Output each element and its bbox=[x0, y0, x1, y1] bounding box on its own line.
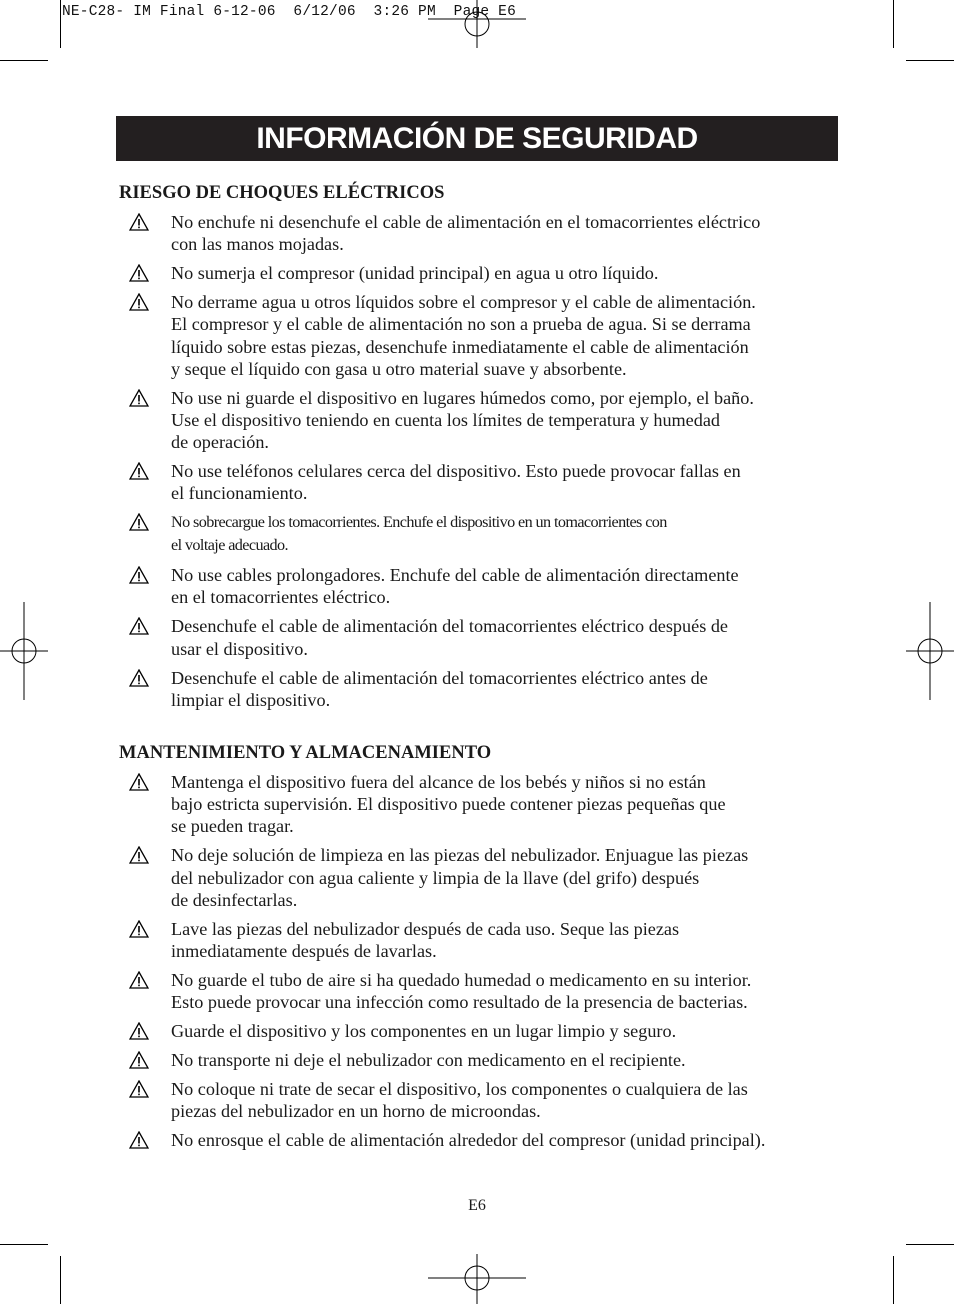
crop-mark bbox=[60, 0, 61, 48]
list-item bbox=[119, 460, 839, 504]
print-slug: NE-C28- IM Final 6-12-06 6/12/06 3:26 PM Page E6 bbox=[62, 4, 516, 20]
crop-mark bbox=[893, 0, 894, 48]
warning-triangle-icon bbox=[129, 1051, 149, 1069]
list-item bbox=[119, 1049, 839, 1071]
list-item bbox=[119, 918, 839, 962]
item-text: No use cables prolongadores. Enchufe del cable de alimentación directamente en el tomacorrientes eléctrico. bbox=[171, 565, 739, 608]
warning-triangle-icon bbox=[129, 971, 149, 989]
item-text: No sobrecargue los tomacorrientes. Enchufe el dispositivo en un tomacorrientes con el voltaje adecuado. bbox=[171, 513, 667, 555]
item-text: No sumerja el compresor (unidad principal) en agua u otro líquido. bbox=[171, 263, 659, 284]
page-number: E6 bbox=[468, 1197, 486, 1214]
warning-triangle-icon bbox=[129, 389, 149, 407]
list-item bbox=[119, 771, 839, 838]
crop-mark bbox=[0, 60, 48, 61]
registration-mark-left bbox=[0, 602, 50, 700]
registration-mark-right bbox=[904, 602, 954, 700]
crop-mark bbox=[893, 1256, 894, 1304]
warning-triangle-icon bbox=[129, 513, 149, 531]
warning-triangle-icon bbox=[129, 773, 149, 791]
item-text: No guarde el tubo de aire si ha quedado humedad o medicamento en su interior. Esto puede provocar una infección como resultado de la presencia de bacterias. bbox=[171, 970, 752, 1013]
page-title-banner bbox=[116, 116, 838, 161]
list-item bbox=[119, 667, 839, 711]
list-item bbox=[119, 1129, 839, 1151]
warning-triangle-icon bbox=[129, 920, 149, 938]
crop-mark bbox=[0, 1244, 48, 1245]
list-item bbox=[119, 969, 839, 1013]
list-item bbox=[119, 1020, 839, 1042]
warning-triangle-icon bbox=[129, 566, 149, 584]
registration-mark-top bbox=[428, 0, 526, 50]
section-heading: MANTENIMIENTO Y ALMACENAMIENTO bbox=[119, 743, 492, 763]
registration-mark-bottom bbox=[428, 1254, 526, 1304]
warning-triangle-icon bbox=[129, 213, 149, 231]
item-text: Guarde el dispositivo y los componentes en un lugar limpio y seguro. bbox=[171, 1021, 677, 1042]
item-text: Desenchufe el cable de alimentación del tomacorrientes eléctrico después de usar el dispositivo. bbox=[171, 616, 728, 659]
list-item bbox=[119, 387, 839, 454]
section-maintenance-storage bbox=[119, 741, 839, 1158]
list-item bbox=[119, 844, 839, 911]
item-text: No enchufe ni desenchufe el cable de alimentación en el tomacorrientes eléctrico con las manos mojadas. bbox=[171, 212, 761, 255]
warning-triangle-icon bbox=[129, 669, 149, 687]
item-text: Mantenga el dispositivo fuera del alcance de los bebés y niños si no están bajo estricta supervisión. El dispositivo puede contener piezas pequeñas que se pueden tragar. bbox=[171, 772, 726, 837]
list-item bbox=[119, 615, 839, 659]
list-item bbox=[119, 1078, 839, 1122]
crop-mark bbox=[906, 60, 954, 61]
warning-triangle-icon bbox=[129, 293, 149, 311]
item-text: No derrame agua u otros líquidos sobre el compresor y el cable de alimentación. El compresor y el cable de alimentación no son a prueba de agua. Si se derrama líquido sobre estas piezas, desenchufe inmediatamente el cable de alimentación y seque el líquido con gasa u otro material suave y absorbente. bbox=[171, 292, 756, 379]
crop-mark bbox=[60, 1256, 61, 1304]
list-item bbox=[119, 262, 839, 284]
warning-triangle-icon bbox=[129, 462, 149, 480]
item-text: No coloque ni trate de secar el dispositivo, los componentes o cualquiera de las piezas del nebulizador en un horno de microondas. bbox=[171, 1079, 748, 1122]
item-text: No use teléfonos celulares cerca del dispositivo. Esto puede provocar fallas en el funcionamiento. bbox=[171, 461, 741, 504]
item-text: Lave las piezas del nebulizador después de cada uso. Seque las piezas inmediatamente después de lavarlas. bbox=[171, 918, 680, 962]
warning-triangle-icon bbox=[129, 264, 149, 282]
item-text: Desenchufe el cable de alimentación del tomacorrientes eléctrico antes de limpiar el dispositivo. bbox=[171, 667, 708, 710]
list-item bbox=[119, 511, 839, 557]
warning-triangle-icon bbox=[129, 1131, 149, 1149]
list-item bbox=[119, 211, 839, 255]
section-electric-shock bbox=[119, 181, 839, 718]
warning-triangle-icon bbox=[129, 1080, 149, 1098]
section-heading: RIESGO DE CHOQUES ELÉCTRICOS bbox=[119, 183, 445, 203]
list-item bbox=[119, 564, 839, 608]
warning-triangle-icon bbox=[129, 846, 149, 864]
list-item bbox=[119, 291, 839, 380]
item-text: No enrosque el cable de alimentación alrededor del compresor (unidad principal). bbox=[171, 1130, 766, 1151]
warning-triangle-icon bbox=[129, 617, 149, 635]
item-text: No transporte ni deje el nebulizador con medicamento en el recipiente. bbox=[171, 1050, 686, 1071]
page-title: INFORMACIÓN DE SEGURIDAD bbox=[256, 121, 698, 155]
warning-triangle-icon bbox=[129, 1022, 149, 1040]
crop-mark bbox=[906, 1244, 954, 1245]
item-text: No use ni guarde el dispositivo en lugares húmedos como, por ejemplo, el baño. Use el dispositivo teniendo en cuenta los límites de temperatura y humedad de operación. bbox=[171, 387, 754, 453]
item-text: No deje solución de limpieza en las piezas del nebulizador. Enjuague las piezas del nebulizador con agua caliente y limpia de la llave (del grifo) después de desinfectarlas. bbox=[171, 845, 749, 910]
